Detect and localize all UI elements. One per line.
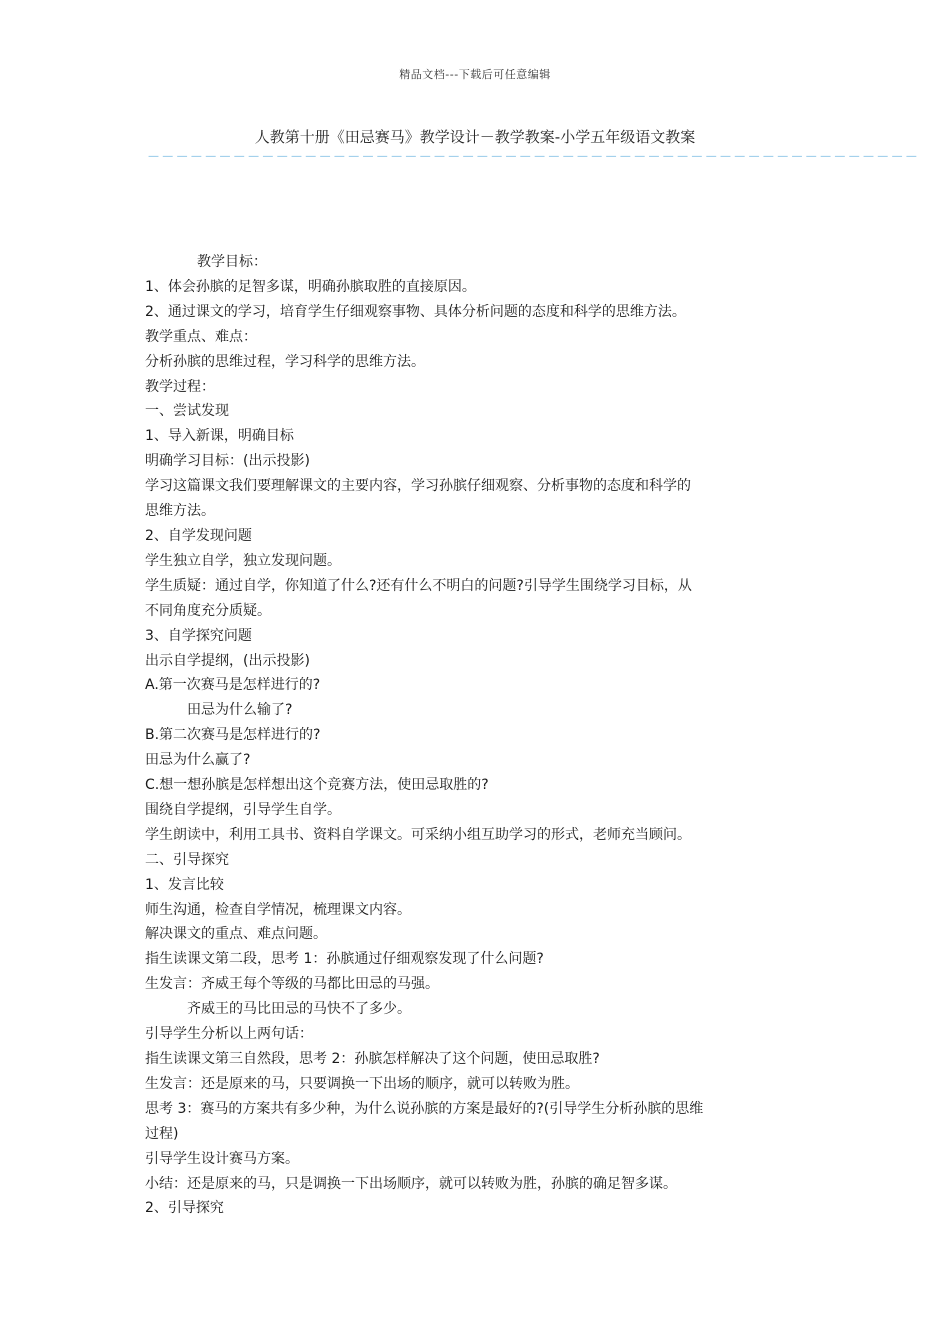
body-line: 教学过程： [145,378,215,395]
body-line: A.第一次赛马是怎样进行的? [145,677,321,694]
body-line: 田忌为什么赢了? [145,752,251,769]
body-line: 学习这篇课文我们要理解课文的主要内容，学习孙膑仔细观察、分析事物的态度和科学的 [145,478,691,495]
body-line: C.想一想孙膑是怎样想出这个竞赛方法，使田忌取胜的? [145,777,489,794]
body-line: 1、体会孙膑的足智多谋，明确孙膑取胜的直接原因。 [145,278,476,295]
body-line: 不同角度充分质疑。 [145,602,271,619]
body-line: 围绕自学提纲，引导学生自学。 [145,801,341,818]
body-line: 生发言：还是原来的马，只要调换一下出场的顺序，就可以转败为胜。 [145,1075,579,1092]
body-line: 齐威王的马比田忌的马快不了多少。 [187,1001,411,1018]
body-line: 小结：还是原来的马，只是调换一下出场顺序，就可以转败为胜，孙膑的确足智多谋。 [145,1175,677,1192]
body-line: 解决课文的重点、难点问题。 [145,926,327,943]
body-line: 指生读课文第二段，思考 1：孙膑通过仔细观察发现了什么问题? [145,951,544,968]
body-line: 过程) [145,1125,179,1142]
body-line: 学生质疑：通过自学，你知道了什么?还有什么不明白的问题?引导学生围绕学习目标，从 [145,577,692,594]
body-line: 田忌为什么输了? [187,702,293,719]
body-line: 分析孙膑的思维过程，学习科学的思维方法。 [145,353,425,370]
body-line: 2、引导探究 [145,1200,224,1217]
body-line: 师生沟通，检查自学情况，梳理课文内容。 [145,901,411,918]
body-line: 思考 3：赛马的方案共有多少种，为什么说孙膑的方案是最好的?(引导学生分析孙膑的思维 [145,1100,704,1117]
body-line: 引导学生分析以上两句话： [145,1026,313,1043]
body-line: 指生读课文第三自然段，思考 2：孙膑怎样解决了这个问题，使田忌取胜? [145,1051,600,1067]
body-line: 思维方法。 [145,503,215,520]
body-line: 出示自学提纲，(出示投影) [145,652,310,669]
body-line: 明确学习目标：(出示投影) [145,453,310,470]
body-line: 1、导入新课，明确目标 [145,428,294,445]
body-line: 二、引导探究 [145,851,229,868]
title-divider: －－－－－－－－－－－－－－－－－－－－－－－－－－－－－－－－－－－－－－－－－－－－－－－－－－－－－－ [147,150,920,165]
body-line: 生发言：齐威王每个等级的马都比田忌的马强。 [145,976,439,993]
body-line: 一、尝试发现 [145,403,229,420]
body-line: 3、自学探究问题 [145,627,252,644]
body-line: 2、自学发现问题 [145,527,252,544]
body-line: 2、通过课文的学习，培育学生仔细观察事物、具体分析问题的态度和科学的思维方法。 [145,303,686,320]
body-line: 1、发言比较 [145,876,224,893]
document-body [145,250,810,1221]
header-note: 精品文档---下载后可任意编辑 [399,68,551,81]
body-line: 引导学生设计赛马方案。 [145,1150,299,1167]
body-line: 学生独立自学，独立发现问题。 [145,552,341,569]
body-line: B.第二次赛马是怎样进行的? [145,727,321,744]
body-line: 教学目标： [197,254,267,270]
document-title: 人教第十册《田忌赛马》教学设计－教学教案-小学五年级语文教案 [254,128,696,146]
body-line: 教学重点、难点： [145,328,257,345]
body-line: 学生朗读中，利用工具书、资料自学课文。可采纳小组互助学习的形式，老师充当顾问。 [145,826,691,843]
